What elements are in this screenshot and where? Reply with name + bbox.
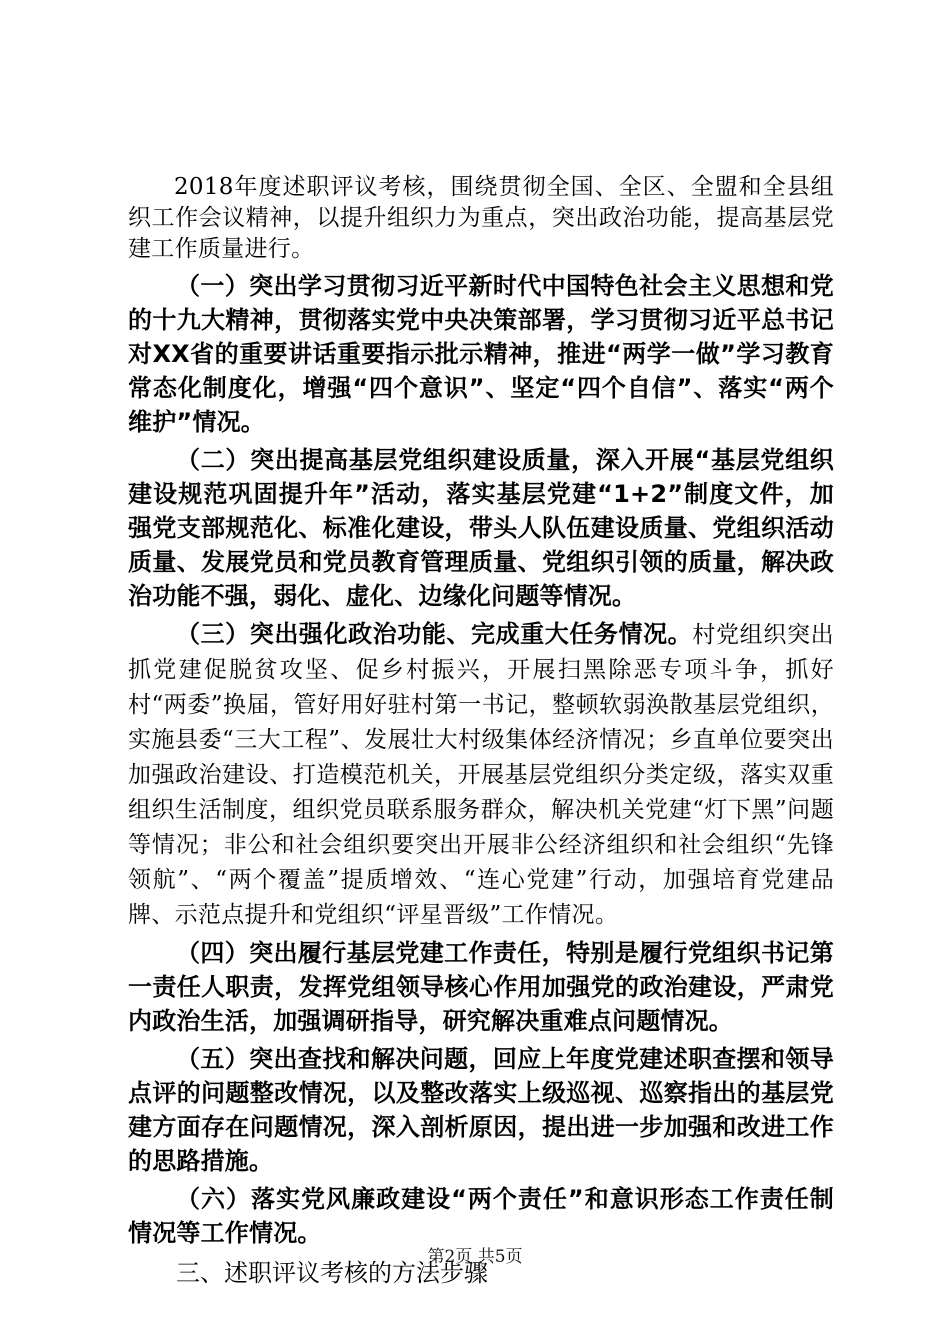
section-3-lead: （三）突出强化政治功能、完成重大任务情况。 [176, 620, 693, 648]
section-4-paragraph: （四）突出履行基层党建工作责任，特别是履行党组织书记第一责任人职责，发挥党组领导核心作用加强党的政治建设，严肃党内政治生活，加强调研指导，研究解决重难点问题情况。 [128, 939, 834, 1035]
section-3-paragraph [128, 617, 834, 932]
intro-paragraph: 2018年度述职评议考核，围绕贯彻全国、全区、全盟和全县组织工作会议精神，以提升组织力为重点，突出政治功能，提高基层党建工作质量进行。 [128, 174, 834, 262]
document-body [128, 172, 834, 1290]
chapter-3-heading: 三、述职评议考核的方法步骤 [176, 1259, 488, 1287]
section-3-body: 村党组织突出抓党建促脱贫攻坚、促乡村振兴，开展扫黑除恶专项斗争，抓好村“两委”换届，管好用好驻村第一书记，整顿软弱涣散基层党组织，实施县委“三大工程”、发展壮大村级集体经济情况；乡直单位要突出加强政治建设、打造模范机关，开展基层党组织分类定级，落实双重组织生活制度，组织党员联系服务群众，解决机关党建“灯下黑”问题等情况；非公和社会组织要突出开展非公经济组织和社会组织“先锋领航”、“两个覆盖”提质增效、“连心党建”行动，加强培育党建品牌、示范点提升和党组织“评星晋级”工作情况。 [128, 622, 834, 928]
page-number-footer: 第2页 共5页 [427, 1247, 523, 1267]
section-6-paragraph: （六）落实党风廉政建设“两个责任”和意识形态工作责任制情况等工作情况。 [128, 1185, 834, 1247]
section-5-paragraph: （五）突出查找和解决问题，回应上年度党建述职查摆和领导点评的问题整改情况，以及整改落实上级巡视、巡察指出的基层党建方面存在问题情况，深入剖析原因，提出进一步加强和改进工作的思路措施。 [128, 1045, 834, 1175]
section-1-paragraph: （一）突出学习贯彻习近平新时代中国特色社会主义思想和党的十九大精神，贯彻落实党中央决策部署，学习贯彻习近平总书记对XX省的重要讲话重要指示批示精神，推进“两学一做”学习教育常态化制度化，增强“四个意识”、坚定“四个自信”、落实“两个维护”情况。 [128, 272, 834, 436]
section-2-paragraph: （二）突出提高基层党组织建设质量，深入开展“基层党组织建设规范巩固提升年”活动，落实基层党建“1+2”制度文件，加强党支部规范化、标准化建设，带头人队伍建设质量、党组织活动质量、发展党员和党员教育管理质量、党组织引领的质量，解决政治功能不强，弱化、虚化、边缘化问题等情况。 [128, 446, 834, 610]
